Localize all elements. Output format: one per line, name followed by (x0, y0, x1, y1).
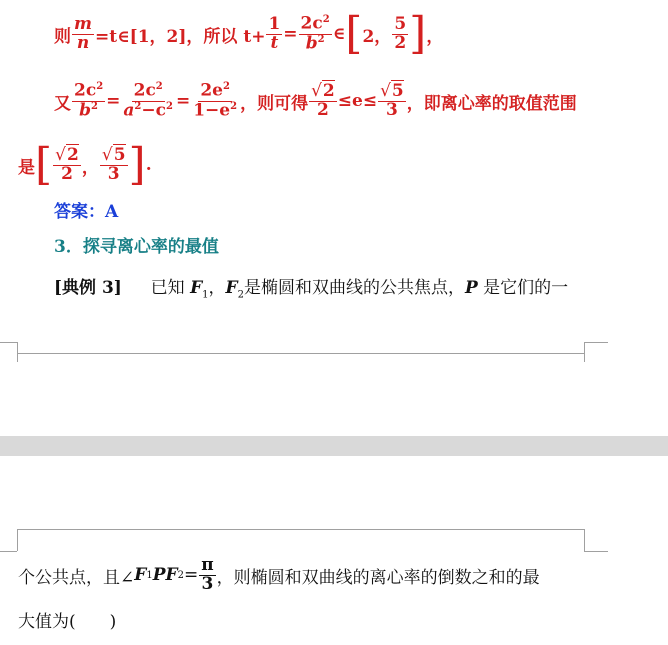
page1-right-corner-h (584, 342, 608, 343)
answer-value: A (105, 202, 119, 222)
denominator-t: t (270, 32, 279, 53)
sqrt-5-b: 5 (113, 144, 126, 165)
numerator-1: 1 (268, 13, 281, 34)
sqrt-5: 5 (391, 80, 404, 101)
sqrt-2: 2 (322, 80, 335, 101)
page1-left-corner-h (0, 342, 17, 343)
line1-comma: ， (426, 26, 444, 47)
inequality-e: ≤e≤ (337, 91, 378, 111)
point-P: P (464, 278, 478, 298)
element-of-sign: ∈ (332, 24, 346, 44)
answer-line (54, 200, 118, 224)
line2-you: 又 (54, 93, 71, 114)
fraction-1-over-t (266, 13, 282, 53)
line2-tail: ，即离心率的取值范围 (406, 93, 577, 114)
example-text-a: 已知 (150, 278, 191, 298)
section-title: 探寻离心率的最值 (82, 237, 219, 257)
numerator-2c-a: 2c (74, 80, 97, 101)
page2-top-rule (17, 529, 584, 530)
left-bracket-2: [ (35, 139, 53, 190)
example-text-c: 是它们的一 (477, 278, 569, 298)
numerator-2e: 2e (200, 80, 223, 101)
denominator-n: n (76, 32, 90, 53)
denominator-3-b: 3 (107, 163, 120, 184)
page1-left-corner-v (17, 342, 18, 362)
example-comma: ， (208, 278, 226, 298)
continuation-text-b: ，则椭圆和双曲线的离心率的倒数之和的最 (216, 567, 540, 588)
fraction-m-over-n (72, 13, 94, 53)
focus-F1: F (190, 278, 203, 298)
fraction-5-over-2 (392, 13, 408, 53)
line1-prefix: 则 (54, 26, 71, 47)
page-gap (0, 436, 668, 456)
fraction-2c2-over-a2-c2: $\frac{2c^2}{a^2-c^2}$ (123, 80, 173, 121)
angle-F1: F (134, 565, 147, 585)
page2-right-corner-v (584, 529, 585, 551)
continuation-question: 大值为( ) (18, 612, 117, 632)
fraction-sqrt2-over-2-b: $\frac{√2}{2}$ (55, 144, 79, 184)
fraction-sqrt2-over-2: $\frac{√2}{2}$ (311, 80, 335, 120)
continuation-line-1 (18, 553, 540, 597)
equals-sign-2: = (175, 91, 191, 111)
angle-PF2: PF (152, 565, 178, 585)
denominator-1-minus-e: 1−e (193, 100, 231, 121)
angle-subscript-1: 1 (146, 569, 153, 581)
fraction-sqrt5-over-3: $\frac{√5}{3}$ (380, 80, 404, 120)
page2-left-corner-h (0, 551, 17, 552)
angle-equals: = (183, 565, 199, 585)
page2-left-corner-v (17, 529, 18, 551)
equals-sign: = (283, 24, 298, 44)
numerator-2c-b: 2c (133, 80, 156, 101)
numerator-5: 5 (394, 13, 407, 34)
numerator-pi: π (201, 554, 214, 575)
interval-lower-2: 2， (362, 26, 392, 47)
numerator-m: m (74, 13, 92, 34)
sqrt-2-b: 2 (67, 144, 79, 165)
example-tag: [典例 3] (54, 278, 122, 298)
page1-bottom-rule (17, 353, 584, 354)
section-heading (54, 235, 219, 259)
example-text-b: 是椭圆和双曲线的公共焦点， (243, 278, 465, 298)
fraction-sqrt5-over-3-b: $\frac{√5}{3}$ (101, 144, 126, 184)
page1-right-corner-v (584, 342, 585, 362)
denominator-a: a (123, 100, 135, 121)
line2-text: ，则可得 (240, 93, 309, 114)
denominator-minus-c: −c (141, 100, 166, 121)
example-line (54, 276, 568, 307)
continuation-line-2 (18, 610, 116, 634)
denominator-2-b: 2 (61, 163, 73, 184)
denominator-2: 2 (317, 99, 329, 120)
line3-period: . (145, 155, 152, 175)
line1-t-interval: =t∈[1，2]，所以 t+ (95, 26, 266, 47)
solution-line-3 (18, 139, 152, 190)
subscript-1: 1 (202, 289, 209, 301)
right-bracket: ] (409, 8, 427, 59)
equals-sign-1: = (106, 91, 121, 111)
subscript-2: 2 (237, 289, 244, 301)
line3-comma: ， (81, 157, 99, 178)
solution-line-2 (54, 78, 577, 124)
fraction-2c2-over-b2: $\frac{2c^2}{b^2}$ (300, 13, 330, 54)
denominator-b: b (305, 33, 318, 54)
angle-subscript-2: 2 (177, 569, 184, 581)
denominator-b-a: b (79, 100, 92, 121)
solution-line-1 (54, 8, 444, 59)
fraction-pi-over-3 (199, 554, 215, 594)
denominator-2: 2 (394, 32, 407, 53)
continuation-text-a: 个公共点，且∠ (18, 567, 135, 588)
section-number: 3． (54, 237, 83, 257)
denominator-3: 3 (386, 99, 398, 120)
fraction-2e2-over-1-e2: $\frac{2e^2}{1-e^2}$ (193, 80, 238, 121)
focus-F2: F (225, 278, 238, 298)
answer-label: 答案： (54, 202, 105, 222)
denominator-3: 3 (201, 573, 214, 594)
page2-right-corner-h (584, 551, 608, 552)
right-bracket-2: ] (128, 139, 146, 190)
fraction-2c2-over-b2-a: $\frac{2c^2}{b^2}$ (74, 80, 104, 121)
left-bracket: [ (345, 8, 363, 59)
numerator-2c: 2c (300, 13, 323, 34)
line3-shi: 是 (18, 157, 35, 178)
